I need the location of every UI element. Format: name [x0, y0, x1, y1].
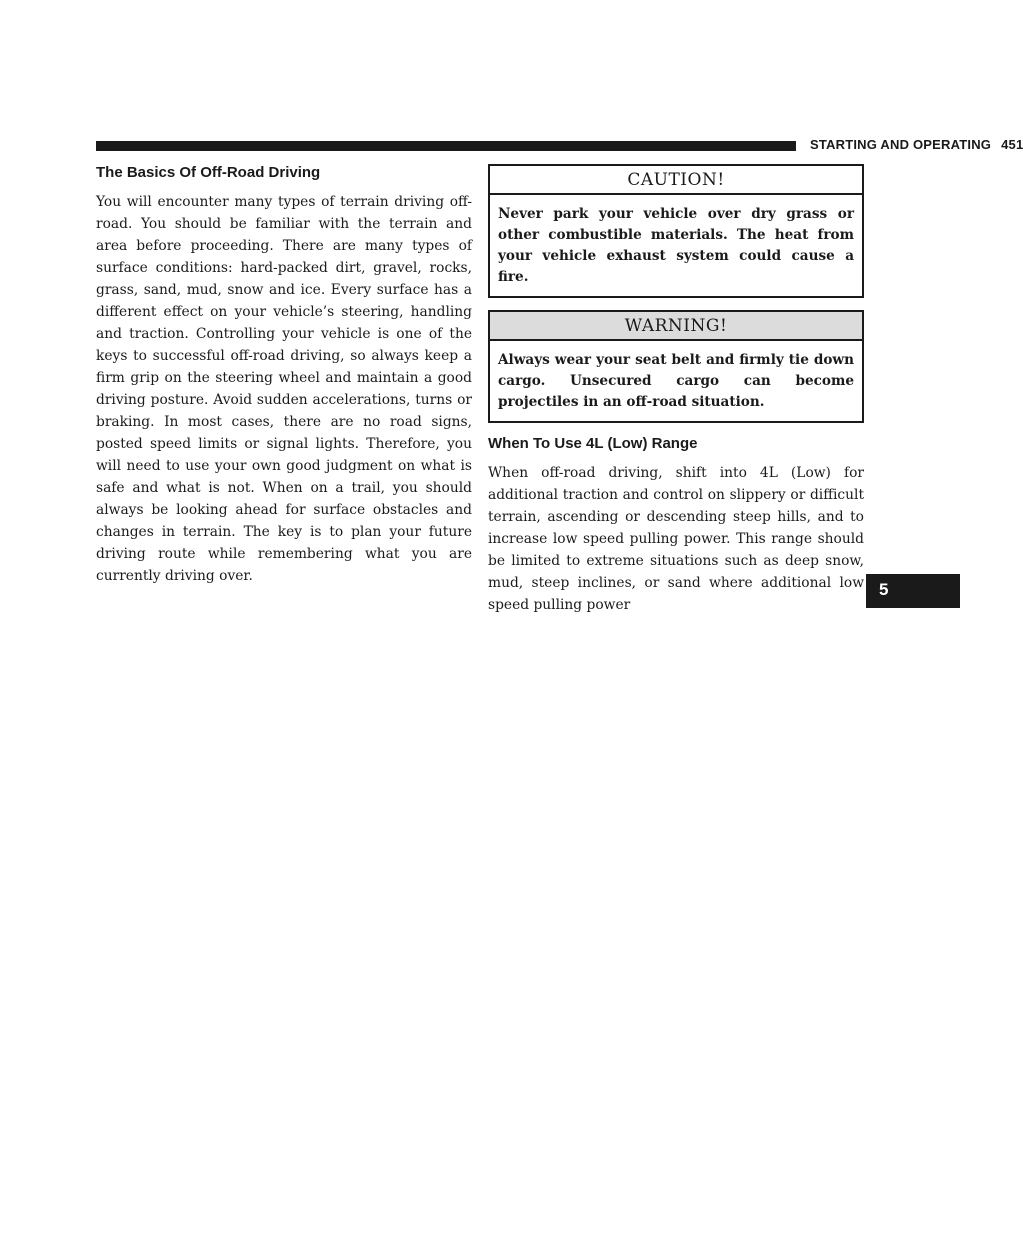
running-header: [810, 137, 1023, 152]
chapter-tab: [866, 574, 960, 608]
section-title: STARTING AND OPERATING: [810, 137, 992, 152]
section-heading-offroad-basics: The Basics Of Off-Road Driving: [96, 164, 321, 181]
caution-box: [488, 164, 864, 298]
chapter-number: 5: [879, 580, 889, 599]
header-rule: [96, 141, 796, 151]
4l-range-paragraph: When off-road driving, shift into 4L (Low) for additional traction and control on slippery or difficult terrain, ascending or descending steep hills, and to increase low speed pulling power. This range should be limited to extreme situations such as deep snow, mud, steep inclines, or sand where additional low speed pulling power: [488, 465, 864, 613]
page-number: 451: [1001, 137, 1023, 152]
offroad-basics-paragraph: You will encounter many types of terrain driving off-road. You should be familiar with the terrain and area before proceeding. There are many types of surface conditions: hard-packed dirt, gravel, rocks, grass, sand, mud, snow and ice. Every surface has a different effect on your vehicle’s steering, handling and traction. Controlling your vehicle is one of the keys to successful off-road driving, so always keep a firm grip on the steering wheel and maintain a good driving posture. Avoid sudden accelerations, turns or braking. In most cases, there are no road signs, posted speed limits or signal lights. Therefore, you will need to use your own good judgment on what is safe and what is not. When on a trail, you should always be looking ahead for surface obstacles and changes in terrain. The key is to plan your future driving route while remembering what you are currently driving over.: [96, 194, 472, 584]
section-heading-4l-range: When To Use 4L (Low) Range: [488, 435, 698, 452]
warning-title: WARNING!: [490, 312, 862, 341]
caution-text: Never park your vehicle over dry grass or other combustible materials. The heat from your vehicle exhaust system could cause a fire.: [498, 206, 854, 285]
warning-text: Always wear your seat belt and firmly tie down cargo. Unsecured cargo can become projectiles in an off-road situation.: [498, 352, 854, 410]
left-column: [96, 164, 472, 587]
warning-box: [488, 310, 864, 423]
caution-title: CAUTION!: [490, 166, 862, 195]
right-column: [488, 164, 864, 616]
